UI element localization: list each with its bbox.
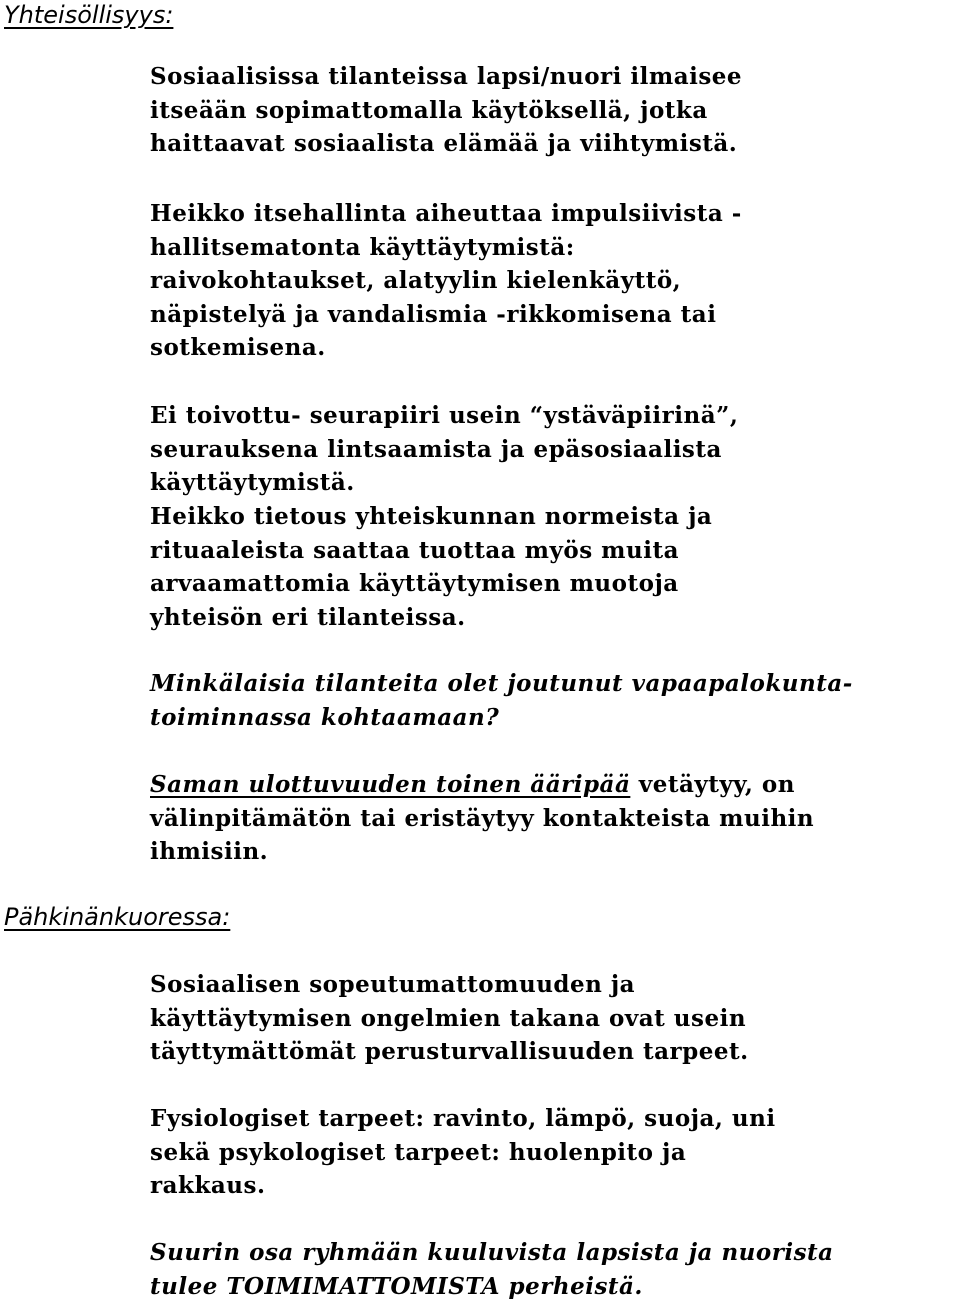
text-line: sekä psykologiset tarpeet: huolenpito ja bbox=[150, 1138, 687, 1166]
text-line: haittaavat sosiaalista elämää ja viihtymistä. bbox=[150, 130, 738, 157]
text-line: seurauksena lintsaamista ja epäsosiaalista bbox=[150, 435, 722, 463]
text-line: Fysiologiset tarpeet: ravinto, lämpö, suoja, uni bbox=[150, 1105, 776, 1132]
text-line: toiminnassa kohtaamaan? bbox=[150, 703, 500, 731]
text-line: Sosiaalisissa tilanteissa lapsi/nuori ilmaisee bbox=[150, 63, 743, 90]
text-line: rituaaleista saattaa tuottaa myös muita bbox=[150, 536, 679, 564]
text-line: Sosiaalisen sopeutumattomuuden ja bbox=[150, 971, 636, 998]
text-line: käyttäytymistä. bbox=[150, 469, 355, 496]
text-fragment: vetäytyy, on bbox=[630, 771, 795, 798]
paragraph-needs bbox=[150, 1102, 950, 1203]
text-line: Minkälaisia tilanteita olet joutunut vapaapalokunta- bbox=[150, 670, 853, 697]
paragraph-opposite-extreme bbox=[150, 768, 950, 869]
text-line: hallitsematonta käyttäytymistä: bbox=[150, 233, 575, 261]
paragraph-self-control bbox=[150, 197, 950, 365]
section-heading-yhteisollisyys: Yhteisöllisyys: bbox=[4, 1, 174, 29]
text-line: Heikko itsehallinta aiheuttaa impulsiivista - bbox=[150, 200, 742, 227]
text-line: itseään sopimattomalla käytöksellä, jotka bbox=[150, 96, 708, 124]
paragraph-social-norms bbox=[150, 500, 950, 634]
section-heading-pahkinankuoressa: Pähkinänkuoressa: bbox=[4, 903, 231, 931]
conclusion-statement bbox=[150, 1236, 950, 1303]
text-line: yhteisön eri tilanteissa. bbox=[150, 603, 466, 631]
text-line: näpistelyä ja vandalismia -rikkomisena tai bbox=[150, 300, 717, 328]
text-line: tulee TOIMIMATTOMISTA perheistä. bbox=[150, 1272, 643, 1300]
text-line: arvaamattomia käyttäytymisen muotoja bbox=[150, 570, 679, 597]
text-line: välinpitämätön tai eristäytyy kontakteista muihin bbox=[150, 804, 815, 832]
text-line: Ei toivottu- seurapiiri usein “ystäväpiirinä”, bbox=[150, 402, 739, 429]
paragraph-peer-group bbox=[150, 399, 950, 500]
text-line: Suurin osa ryhmään kuuluvista lapsista ja nuorista bbox=[150, 1239, 834, 1266]
paragraph-basic-security bbox=[150, 968, 950, 1069]
text-line: sotkemisena. bbox=[150, 334, 326, 361]
text-line: rakkaus. bbox=[150, 1172, 266, 1199]
text-line: raivokohtaukset, alatyylin kielenkäyttö, bbox=[150, 267, 682, 294]
underlined-phrase: Saman ulottuvuuden toinen ääripää bbox=[150, 771, 631, 798]
paragraph-social-behavior bbox=[150, 60, 950, 161]
text-line: täyttymättömät perusturvallisuuden tarpeet. bbox=[150, 1038, 749, 1065]
text-line: ihmisiin. bbox=[150, 838, 269, 865]
text-line: käyttäytymisen ongelmien takana ovat usein bbox=[150, 1004, 747, 1032]
text-line bbox=[150, 768, 950, 802]
reflection-question bbox=[150, 667, 950, 734]
text-line: Heikko tietous yhteiskunnan normeista ja bbox=[150, 503, 713, 530]
